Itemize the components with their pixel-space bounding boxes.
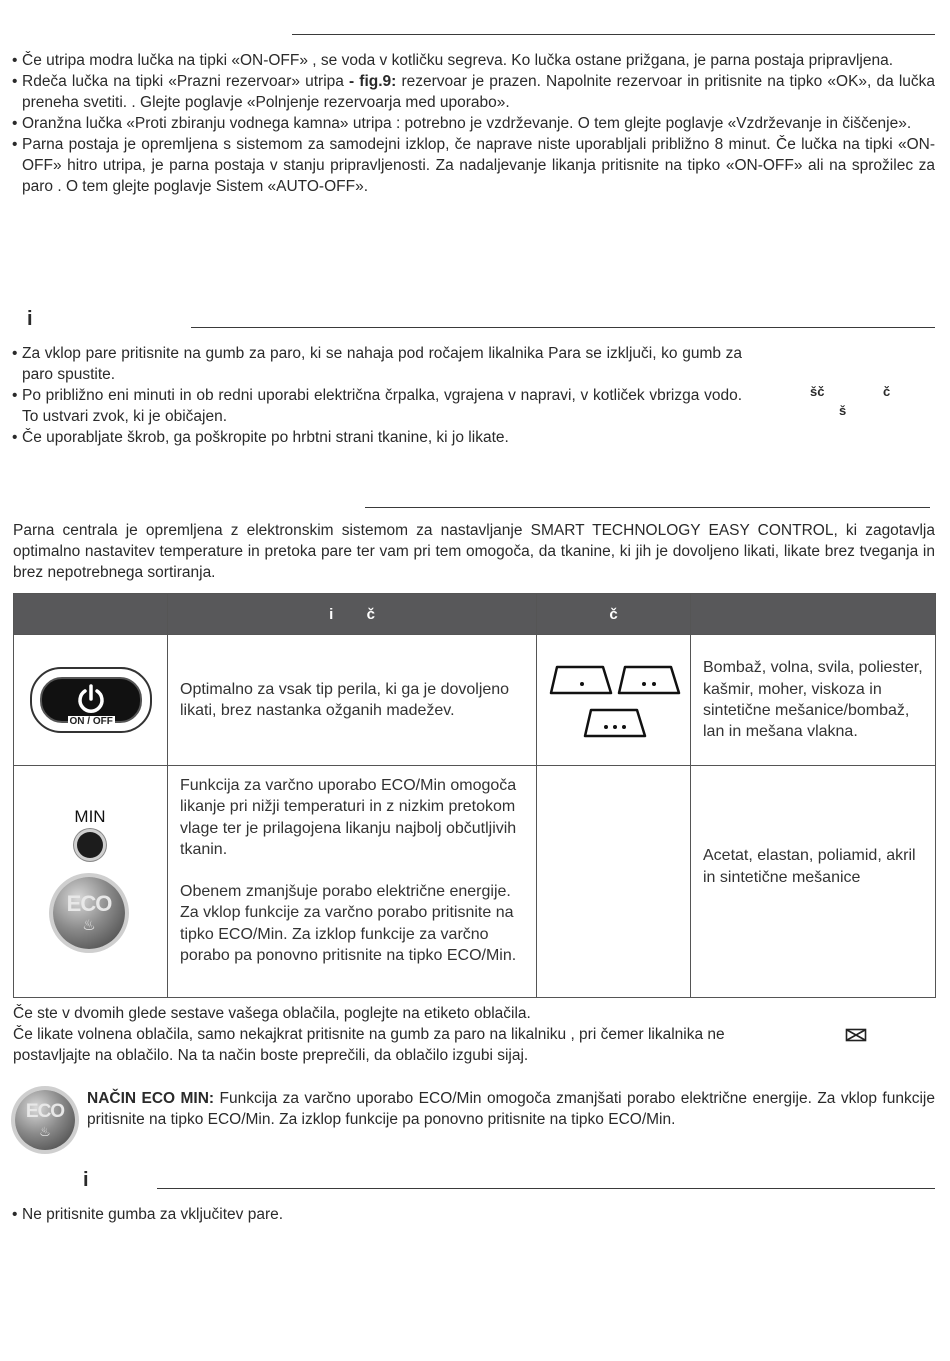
table-cell	[14, 766, 168, 998]
row-description: Obenem zmanjšuje porabo električne energije. Za vklop funkcije za varčno porabo pritisnite na tipko ECO/Min. Za izklop funkcije za varčno porabo pa ponovno pritisnite na tipko ECO/Min.	[180, 883, 517, 965]
table-header: č	[537, 594, 691, 635]
table-cell	[14, 635, 168, 766]
list-item: • Za vklop pare pritisnite na gumb za paro, ki se nahaja pod ročajem likalnika Para se izključi, ko gumb za paro spustite.	[12, 343, 742, 385]
no-steam-icon	[845, 1028, 867, 1042]
indicator-bullets	[12, 50, 935, 197]
eco-mode-icon-label: ECO	[25, 1101, 65, 1122]
section-rule	[191, 327, 935, 328]
row-description: Funkcija za varčno uporabo ECO/Min omogoča likanje pri nižji temperaturi in z nizkim pretokom vlage ter je prilagojena likanju najbolj občutljivih tkanin.	[180, 777, 517, 858]
advice-line: Če ste v dvomih glede sestave vašega oblačila, poglejte na etiketo oblačila.	[13, 1005, 531, 1022]
power-icon	[42, 679, 140, 721]
easy-control-intro: Parna centrala je opremljena z elektronskim sistemom za nastavljanje SMART TECHNOLOGY EASY CONTROL, ki zagotavlja optimalno nastavitev temperature in pretoka pare ter vam pri tem omogoča, da tkanine, ki jih je dovoljeno likati, likate brez tveganja in brez nepotrebnega sortiranja.	[13, 522, 935, 581]
table-cell	[537, 635, 691, 766]
section-rule	[157, 1188, 935, 1189]
side-fragment: č	[883, 384, 891, 399]
list-item: • Parna postaja je opremljena s sistemom za samodejni izklop, če naprave niste uporabljali približno 8 minut. Če lučka na tipki «ON-OFF» hitro utripa, je parna postaja v stanju pripravljenosti. Za nadaljevanje likanja pritisnite na tipko «ON-OFF» ali na sprožilec za paro . O tem glejte poglavje Sistem «AUTO-OFF».	[12, 134, 935, 197]
table-cell	[537, 766, 691, 998]
table-header	[691, 594, 936, 635]
section-rule	[365, 507, 930, 508]
min-indicator-led	[77, 832, 103, 858]
section-heading-fragment: i	[27, 308, 33, 330]
fabric-table	[13, 593, 936, 998]
fabric-list: Acetat, elastan, poliamid, akril in sintetične mešanice	[703, 847, 916, 886]
list-item: • Po približno eni minuti in ob redni uporabi električna črpalka, vgrajena v napravi, v kotliček vbrizga vodo. To ustvari zvok, ki je običajen.	[12, 385, 742, 427]
table-cell	[691, 635, 936, 766]
fabric-list: Bombaž, volna, svila, poliester, kašmir, moher, viskoza in sintetične mešanice/bombaž, lan in mešana vlakna.	[703, 659, 923, 741]
advice-line: Če likate volnena oblačila, samo nekajkrat pritisnite na gumb za paro na likalniku , pri čemer likalnika ne postavljajte na oblačilo. Na ta način boste preprečili, da oblačilo izgubi sijaj.	[13, 1026, 725, 1064]
eco-mode-description: NAČIN ECO MIN: Funkcija za varčno uporabo ECO/Min omogoča zmanjšati porabo električne energije. Za vklop funkcije pritisnite na tipko ECO/Min. Za izklop funkcije pa ponovno pritisnite na tipko ECO/Min.	[87, 1090, 935, 1128]
table-cell	[168, 635, 537, 766]
on-off-button	[30, 667, 152, 733]
side-fragment: šč	[810, 384, 825, 399]
min-label: MIN	[74, 807, 106, 826]
iron-temperature-icons	[537, 635, 691, 759]
list-item: • Če uporabljate škrob, ga poškropite po hrbtni strani tkanine, ki jo likate.	[12, 427, 742, 448]
table-header-row	[14, 594, 936, 635]
section-heading-fragment: i	[83, 1169, 89, 1191]
list-item: • Če utripa modra lučka na tipki «ON-OFF» , se voda v kotličku segreva. Ko lučka ostane prižgana, je parna postaja pripravljena.	[12, 50, 935, 71]
steam-bullets	[12, 343, 742, 448]
eco-mode-icon	[15, 1090, 75, 1150]
table-row	[14, 766, 936, 998]
table-header: i č	[168, 594, 537, 635]
row-description: Optimalno za vsak tip perila, ki ga je dovoljeno likati, brez nastanka ožganih madežev.	[180, 680, 510, 719]
table-row	[14, 635, 936, 766]
steam-icon: ♨	[82, 917, 96, 934]
eco-button	[53, 877, 125, 949]
list-item: • Oranžna lučka «Proti zbiranju vodnega kamna» utripa : potrebno je vzdrževanje. O tem glejte poglavje «Vzdrževanje in čiščenje».	[12, 113, 935, 134]
section-rule-top	[292, 34, 935, 35]
on-off-label: ON / OFF	[69, 716, 113, 727]
list-item: • Ne pritisnite gumba za vključitev pare.	[12, 1204, 935, 1225]
warning-bullets	[12, 1204, 935, 1225]
table-header	[14, 594, 168, 635]
eco-mode-title: NAČIN ECO MIN:	[87, 1090, 215, 1107]
list-item: • Rdeča lučka na tipki «Prazni rezervoar» utripa - fig.9: rezervoar je prazen. Napolnite rezervoar in pritisnite na tipko «OK», da lučka preneha svetiti. . Glejte poglavje «Polnjenje rezervoarja med uporabo».	[12, 71, 935, 113]
steam-icon: ♨	[39, 1124, 51, 1139]
side-fragment: š	[839, 403, 847, 418]
table-cell	[691, 766, 936, 998]
table-cell	[168, 766, 537, 998]
garment-advice	[13, 1003, 773, 1066]
eco-label: ECO	[66, 891, 112, 916]
